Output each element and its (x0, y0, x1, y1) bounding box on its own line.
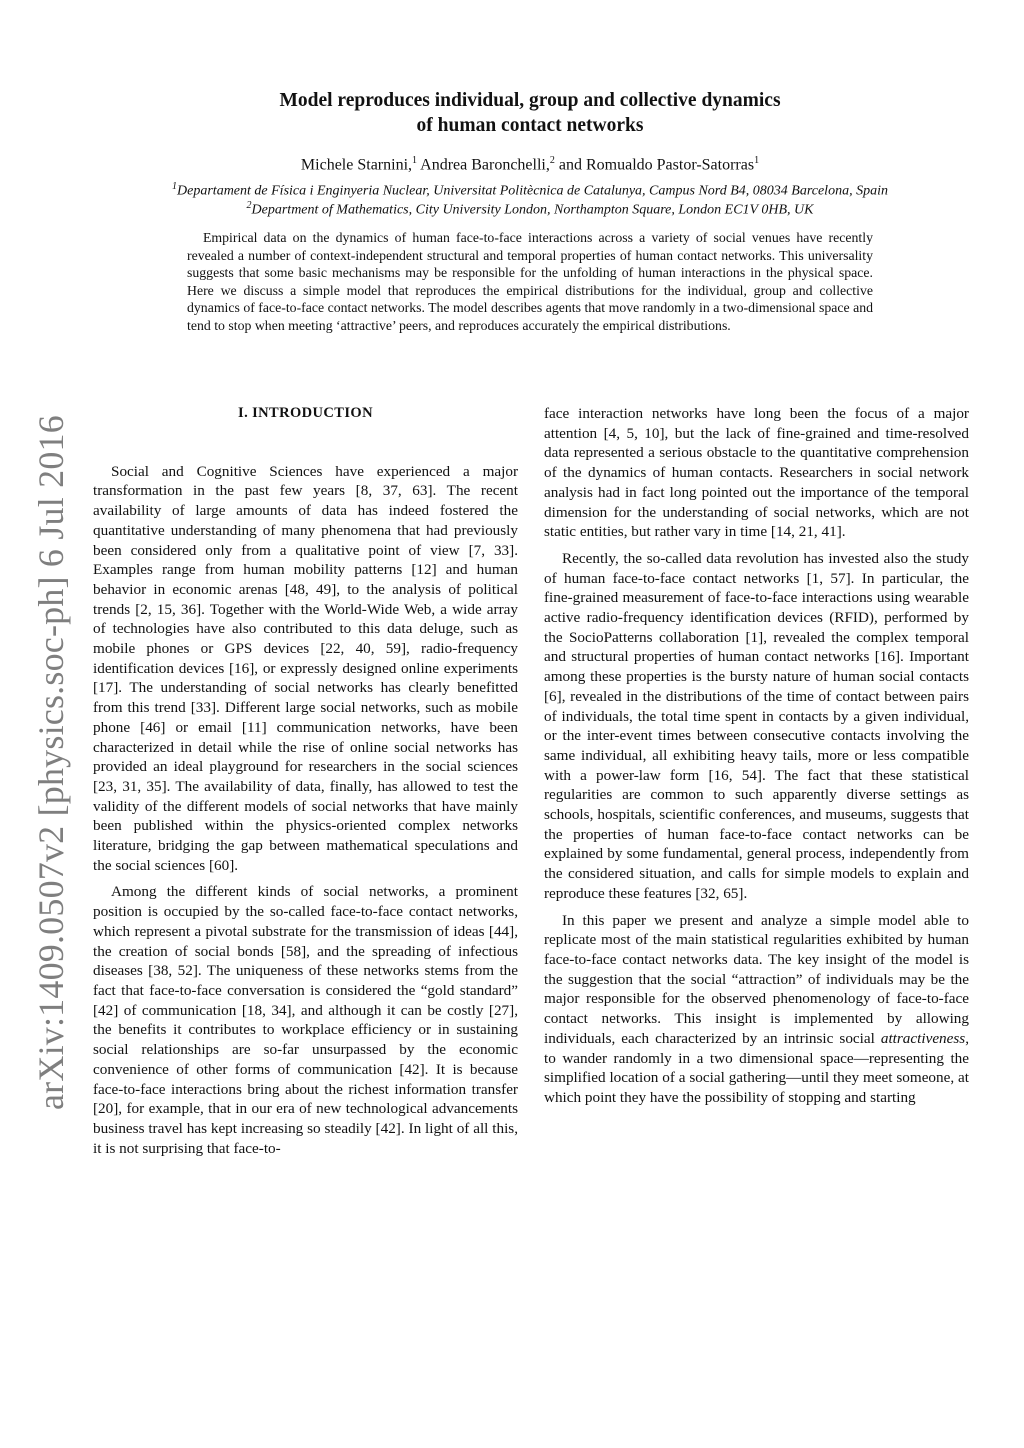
left-column (93, 404, 518, 1158)
section-heading: I. INTRODUCTION (238, 405, 373, 421)
paragraph-text: , to wander randomly in a two dimensional space—representing the simplified location of a social gathering—until they meet someone, at which point they have the possibility of stopping and starting (544, 1029, 970, 1106)
author-affiliation-mark: 2 (549, 155, 555, 166)
paragraph-text: In this paper we present and analyze a simple model able to replicate most of the main statistical regularities exhibited by human face-to-face contact networks data. The key insight of the model is the suggestion that the social “attraction” of individuals may be the major responsible for the observed phenomenology of face-to-face contact networks. This insight is implemented by allowing individuals, each characterized by an intrinsic social (544, 911, 969, 1047)
affiliation-text: Department of Mathematics, City University London, Northampton Square, London EC1V 0HB, UK (251, 202, 814, 218)
author-list (150, 155, 910, 174)
affiliation-mark: 1 (172, 181, 178, 192)
title-line-1: Model reproduces individual, group and collective dynamics (279, 90, 781, 111)
author-name: Michele Starnini, (300, 156, 413, 174)
right-column (544, 404, 969, 1108)
title-line-2: of human contact networks (416, 115, 644, 136)
affiliation-text: Departament de Física i Enginyeria Nuclear, Universitat Politècnica de Catalunya, Campus Nord B4, 08034 Barcelona, Spain (177, 183, 888, 199)
author-affiliation-mark: 1 (412, 155, 418, 166)
emphasis-text: attractiveness (880, 1029, 966, 1047)
paragraph: face interaction networks have long been the focus of a major attention [4, 5, 10], but the lack of fine-grained and time-resolved data represented a serious obstacle to the quantitative comprehension of the dynamics of human contacts. Researchers in social network analysis had in fact long pointed out the importance of the temporal dimension for the understanding of social networks, which are not static entities, but rather vary in time [14, 21, 41]. (544, 405, 969, 541)
paragraph (544, 911, 969, 1108)
paragraph: Social and Cognitive Sciences have experienced a major transformation in the past few years [8, 37, 63]. The recent availability of large amounts of data has indeed fostered the quantitative understanding of many phenomena that had previously been considered only from a qualitative point of view [7, 33]. Examples range from human mobility patterns [12] and human behavior in economic arenas [48, 49], to the analysis of political trends [2, 15, 36]. Together with the World-Wide Web, a wide array of technologies have also contributed to this data deluge, such as mobile phones or GPS devices [22, 40, 59], radio-frequency identification devices [16], or expressly designed online experiments [17]. The understanding of social networks has clearly benefitted from this trend [33]. Different large social networks, such as mobile phone [46] or email [11] communication networks, have been characterized in detail while the rise of online social networks has provided an ideal playground for researchers in the social sciences [23, 31, 35]. The availability of data, finally, has allowed to test the validity of the different models of social networks that have mainly been published within the physics-oriented complex networks literature, bridging the gap between mathematical speculations and the social sciences [60]. (93, 462, 518, 874)
paper-title (150, 88, 910, 138)
affiliation-2 (80, 200, 980, 219)
author-name: and Romualdo Pastor-Satorras (558, 156, 755, 174)
paragraph: Among the different kinds of social networks, a prominent position is occupied by the so-called face-to-face contact networks, which represent a pivotal substrate for the transmission of ideas [44], the creation of social bonds [58], and the spreading of infectious diseases [38, 52]. The uniqueness of these networks stems from the fact that face-to-face conversation is considered the “gold standard” [42] of communication [18, 34], and although it can be costly [27], the benefits it contributes to workplace efficiency or in sustaining social relationships are so-far unsurpassed by the economic convenience of other forms of communication [42]. It is because face-to-face interactions bring about the richest information transfer [20], for example, that in our era of new technological advancements business travel has kept increasing so steadily [42]. In light of all this, it is not surprising that face-to- (93, 883, 518, 1157)
abstract: Empirical data on the dynamics of human face-to-face interactions across a variety of social venues have recently revealed a number of context-independent structural and temporal properties of human contact networks. This universality suggests that some basic mechanisms may be responsible for the unfolding of human interactions in the physical space. Here we discuss a simple model that reproduces the empirical distributions for the individual, group and collective dynamics of face-to-face contact networks. The model describes agents that move randomly in a two-dimensional space and tend to stop when meeting ‘attractive’ peers, and reproduces accurately the empirical distributions. (187, 230, 873, 333)
arxiv-identifier-stamp: arXiv:1409.0507v2 [physics.soc-ph] 6 Jul 2016 (31, 415, 71, 1110)
affiliation-mark: 2 (246, 200, 252, 211)
paragraph: Recently, the so-called data revolution has invested also the study of human face-to-face contact networks [1, 57]. In particular, the fine-grained measurement of face-to-face interactions using wearable active radio-frequency identification devices (RFID), performed by the SocioPatterns collaboration [1], revealed the complex temporal and structural properties of human contact networks [16]. Important among these properties is the bursty nature of human social contacts [6], revealed in the distributions of the time of contact between pairs of individuals, the total time spent in contacts by a given individual, or the inter-event times between consecutive contacts involving the same individual, all exhibiting heavy tails, more or less compatible with a power-law form [16, 54]. The fact that these statistical regularities are common to such apparently diverse settings as schools, hospitals, scientific conferences, and museums, suggests that the properties of human face-to-face contact networks can be explained by some fundamental, general process, independently from the considered situation, and calls for simple models to explain and reproduce these features [32, 65]. (544, 549, 969, 902)
affiliation-1 (80, 181, 980, 200)
author-affiliation-mark: 1 (754, 155, 760, 166)
author-name: Andrea Baronchelli, (420, 156, 550, 174)
